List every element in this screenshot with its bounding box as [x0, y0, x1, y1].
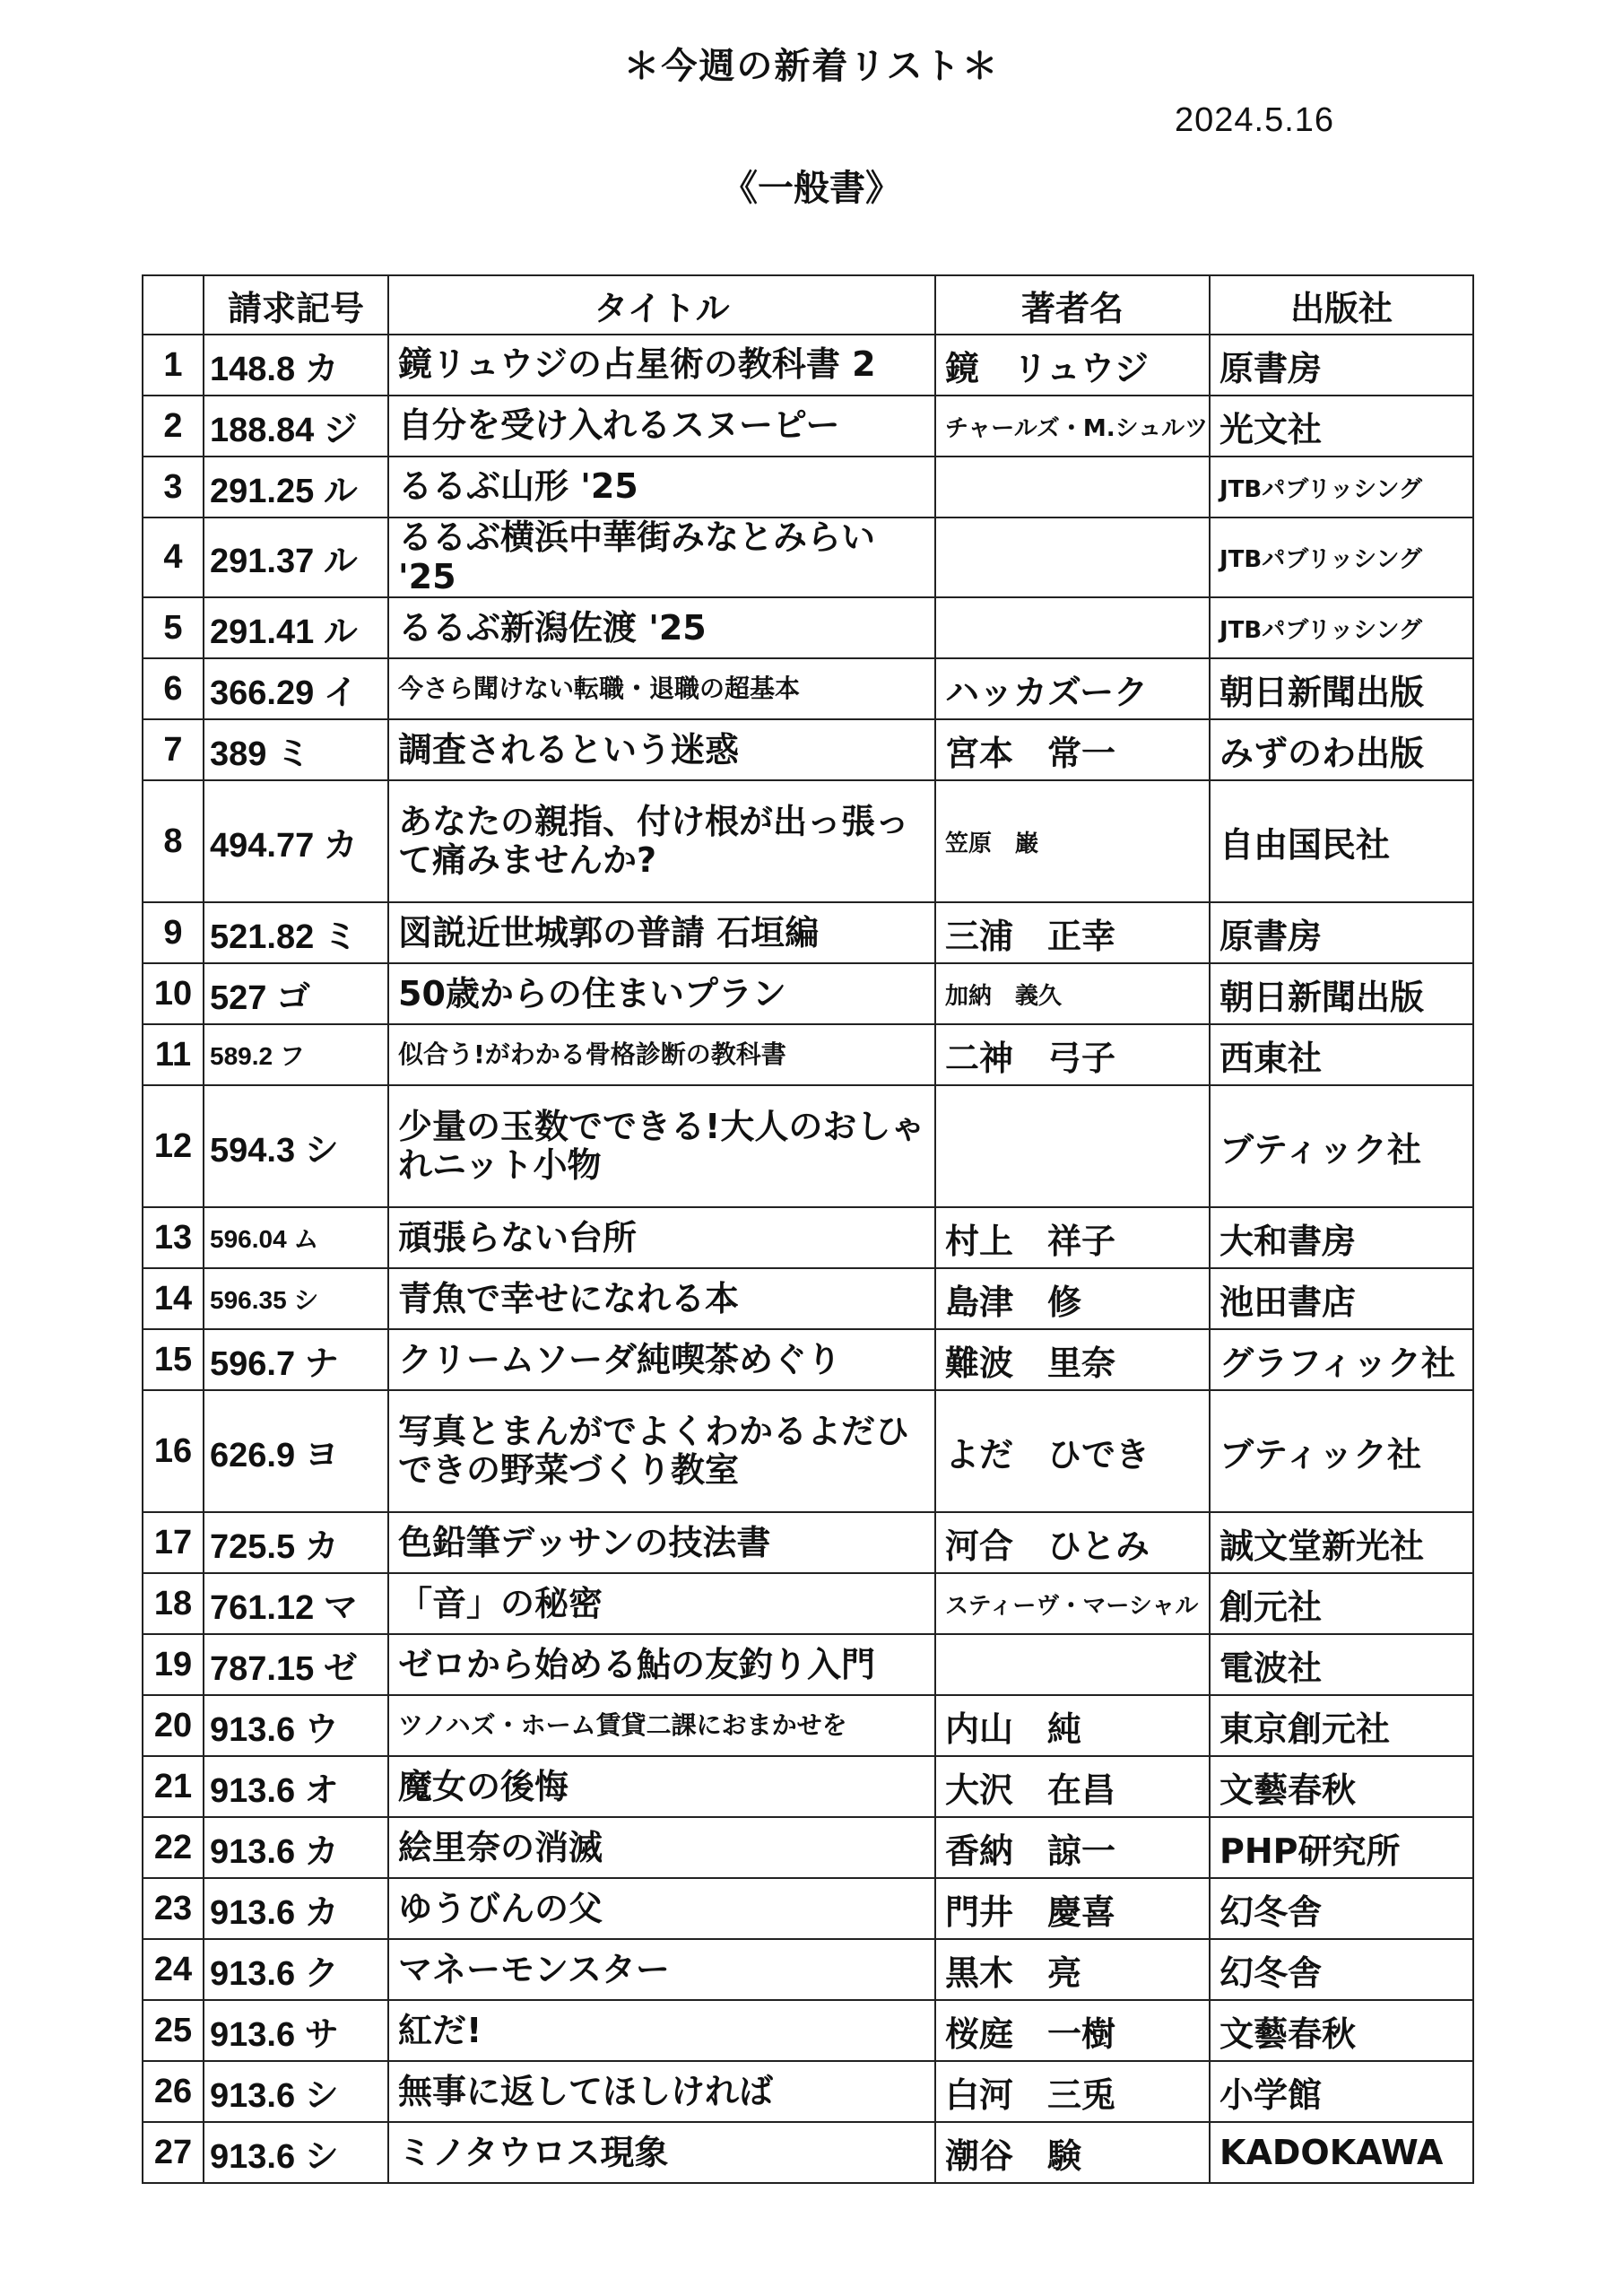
title-cell: ミノタウロス現象 — [388, 2122, 935, 2183]
call-number-cell: 366.29 イ — [204, 658, 388, 719]
call-number-cell: 594.3 シ — [204, 1085, 388, 1207]
section-heading: 《一般書》 — [722, 168, 901, 209]
table-row — [143, 1329, 1473, 1390]
row-number: 5 — [143, 597, 204, 658]
table-row — [143, 1085, 1473, 1207]
title-cell: 青魚で幸せになれる本 — [388, 1268, 935, 1329]
row-number: 18 — [143, 1573, 204, 1634]
table-row — [143, 517, 1473, 597]
call-number-cell: 725.5 カ — [204, 1512, 388, 1573]
column-header-title: タイトル — [388, 275, 935, 335]
call-number-cell: 291.41 ル — [204, 597, 388, 658]
call-number-cell: 527 ゴ — [204, 963, 388, 1024]
table-row — [143, 658, 1473, 719]
publisher-cell: 誠文堂新光社 — [1210, 1512, 1473, 1573]
table-row — [143, 2122, 1473, 2183]
author-cell: 三浦 正幸 — [935, 902, 1210, 963]
table-row — [143, 963, 1473, 1024]
row-number: 15 — [143, 1329, 204, 1390]
row-number: 7 — [143, 719, 204, 780]
row-number: 11 — [143, 1024, 204, 1085]
publisher-cell: 文藝春秋 — [1210, 2000, 1473, 2061]
author-cell: 門井 慶喜 — [935, 1878, 1210, 1939]
title-cell: 「音」の秘密 — [388, 1573, 935, 1634]
publisher-cell: 文藝春秋 — [1210, 1756, 1473, 1817]
author-cell: 二神 弓子 — [935, 1024, 1210, 1085]
publisher-cell: 幻冬舎 — [1210, 1939, 1473, 2000]
call-number-cell: 596.7 ナ — [204, 1329, 388, 1390]
publisher-cell: 西東社 — [1210, 1024, 1473, 1085]
column-header-call-number: 請求記号 — [204, 275, 388, 335]
publisher-cell: 自由国民社 — [1210, 780, 1473, 902]
call-number-cell: 913.6 オ — [204, 1756, 388, 1817]
author-cell — [935, 1634, 1210, 1695]
title-cell: 無事に返してほしければ — [388, 2061, 935, 2122]
title-cell: 絵里奈の消滅 — [388, 1817, 935, 1878]
call-number-cell: 761.12 マ — [204, 1573, 388, 1634]
publisher-cell: 東京創元社 — [1210, 1695, 1473, 1756]
call-number-cell: 389 ミ — [204, 719, 388, 780]
publisher-cell: JTBパブリッシング — [1210, 517, 1473, 597]
title-cell: るるぶ横浜中華街みなとみらい '25 — [388, 517, 935, 597]
author-cell: 難波 里奈 — [935, 1329, 1210, 1390]
table-row — [143, 1390, 1473, 1512]
publisher-cell: 創元社 — [1210, 1573, 1473, 1634]
title-cell: 図説近世城郭の普請 石垣編 — [388, 902, 935, 963]
row-number: 1 — [143, 335, 204, 396]
table-row — [143, 2061, 1473, 2122]
publisher-cell: KADOKAWA — [1210, 2122, 1473, 2183]
title-cell: 調査されるという迷惑 — [388, 719, 935, 780]
publisher-cell: 朝日新聞出版 — [1210, 658, 1473, 719]
table-row — [143, 1756, 1473, 1817]
table-row — [143, 719, 1473, 780]
call-number-cell: 596.04 ム — [204, 1207, 388, 1268]
row-number: 12 — [143, 1085, 204, 1207]
row-number: 26 — [143, 2061, 204, 2122]
author-cell: 白河 三兎 — [935, 2061, 1210, 2122]
publisher-cell: JTBパブリッシング — [1210, 597, 1473, 658]
title-cell: 似合う!がわかる骨格診断の教科書 — [388, 1024, 935, 1085]
column-header-number — [143, 275, 204, 335]
publisher-cell: 朝日新聞出版 — [1210, 963, 1473, 1024]
title-cell: 少量の玉数でできる!大人のおしゃれニット小物 — [388, 1085, 935, 1207]
author-cell: 大沢 在昌 — [935, 1756, 1210, 1817]
publisher-cell: 電波社 — [1210, 1634, 1473, 1695]
row-number: 9 — [143, 902, 204, 963]
row-number: 22 — [143, 1817, 204, 1878]
call-number-cell: 494.77 カ — [204, 780, 388, 902]
table-row — [143, 1024, 1473, 1085]
row-number: 6 — [143, 658, 204, 719]
call-number-cell: 913.6 シ — [204, 2061, 388, 2122]
publisher-cell: 小学館 — [1210, 2061, 1473, 2122]
call-number-cell: 589.2 フ — [204, 1024, 388, 1085]
row-number: 8 — [143, 780, 204, 902]
title-cell: 頑張らない台所 — [388, 1207, 935, 1268]
row-number: 3 — [143, 457, 204, 517]
call-number-cell: 913.6 カ — [204, 1817, 388, 1878]
author-cell: 河合 ひとみ — [935, 1512, 1210, 1573]
publisher-cell: ブティック社 — [1210, 1390, 1473, 1512]
publisher-cell: 原書房 — [1210, 902, 1473, 963]
table-row — [143, 1817, 1473, 1878]
row-number: 14 — [143, 1268, 204, 1329]
publisher-cell: 原書房 — [1210, 335, 1473, 396]
author-cell: ハッカズーク — [935, 658, 1210, 719]
author-cell: 加納 義久 — [935, 963, 1210, 1024]
table-row — [143, 1634, 1473, 1695]
author-cell — [935, 1085, 1210, 1207]
column-header-author: 著者名 — [935, 275, 1210, 335]
table-row — [143, 396, 1473, 457]
call-number-cell: 188.84 ジ — [204, 396, 388, 457]
author-cell: よだ ひでき — [935, 1390, 1210, 1512]
title-cell: るるぶ新潟佐渡 '25 — [388, 597, 935, 658]
author-cell: チャールズ・M.シュルツ — [935, 396, 1210, 457]
call-number-cell: 521.82 ミ — [204, 902, 388, 963]
row-number: 19 — [143, 1634, 204, 1695]
publisher-cell: ブティック社 — [1210, 1085, 1473, 1207]
call-number-cell: 626.9 ヨ — [204, 1390, 388, 1512]
table-row — [143, 1207, 1473, 1268]
list-date: 2024.5.16 — [1175, 101, 1335, 139]
table-row — [143, 1878, 1473, 1939]
publisher-cell: 池田書店 — [1210, 1268, 1473, 1329]
author-cell: 村上 祥子 — [935, 1207, 1210, 1268]
publisher-cell: みずのわ出版 — [1210, 719, 1473, 780]
table-row — [143, 1268, 1473, 1329]
publisher-cell: 幻冬舎 — [1210, 1878, 1473, 1939]
title-cell: 紅だ! — [388, 2000, 935, 2061]
author-cell: 香納 諒一 — [935, 1817, 1210, 1878]
page-title: ＊今週の新着リスト＊ — [623, 46, 1000, 87]
row-number: 20 — [143, 1695, 204, 1756]
row-number: 4 — [143, 517, 204, 597]
title-cell: あなたの親指、付け根が出っ張って痛みませんか? — [388, 780, 935, 902]
title-cell: るるぶ山形 '25 — [388, 457, 935, 517]
publisher-cell: JTBパブリッシング — [1210, 457, 1473, 517]
author-cell — [935, 597, 1210, 658]
call-number-cell: 913.6 ウ — [204, 1695, 388, 1756]
call-number-cell: 913.6 カ — [204, 1878, 388, 1939]
table-row — [143, 1512, 1473, 1573]
call-number-cell: 913.6 シ — [204, 2122, 388, 2183]
table-row — [143, 597, 1473, 658]
row-number: 16 — [143, 1390, 204, 1512]
title-cell: ゼロから始める鮎の友釣り入門 — [388, 1634, 935, 1695]
title-cell: ツノハズ・ホーム賃貸二課におまかせを — [388, 1695, 935, 1756]
author-cell: 宮本 常一 — [935, 719, 1210, 780]
title-cell: 鏡リュウジの占星術の教科書 2 — [388, 335, 935, 396]
author-cell — [935, 517, 1210, 597]
author-cell: 鏡 リュウジ — [935, 335, 1210, 396]
table-row — [143, 2000, 1473, 2061]
call-number-cell: 291.25 ル — [204, 457, 388, 517]
table-header-row — [143, 275, 1473, 335]
author-cell: 黒木 亮 — [935, 1939, 1210, 2000]
title-cell: 魔女の後悔 — [388, 1756, 935, 1817]
publisher-cell: 光文社 — [1210, 396, 1473, 457]
title-cell: クリームソーダ純喫茶めぐり — [388, 1329, 935, 1390]
author-cell — [935, 457, 1210, 517]
publisher-cell: グラフィック社 — [1210, 1329, 1473, 1390]
table-body — [143, 335, 1473, 2183]
table-row — [143, 1695, 1473, 1756]
author-cell: スティーヴ・マーシャル — [935, 1573, 1210, 1634]
call-number-cell: 596.35 シ — [204, 1268, 388, 1329]
title-cell: ゆうびんの父 — [388, 1878, 935, 1939]
row-number: 2 — [143, 396, 204, 457]
author-cell: 潮谷 験 — [935, 2122, 1210, 2183]
row-number: 27 — [143, 2122, 204, 2183]
row-number: 17 — [143, 1512, 204, 1573]
title-cell: 自分を受け入れるスヌーピー — [388, 396, 935, 457]
title-cell: 今さら聞けない転職・退職の超基本 — [388, 658, 935, 719]
row-number: 24 — [143, 1939, 204, 2000]
publisher-cell: PHP研究所 — [1210, 1817, 1473, 1878]
author-cell: 島津 修 — [935, 1268, 1210, 1329]
row-number: 10 — [143, 963, 204, 1024]
row-number: 25 — [143, 2000, 204, 2061]
table-row — [143, 335, 1473, 396]
table-row — [143, 902, 1473, 963]
row-number: 21 — [143, 1756, 204, 1817]
call-number-cell: 787.15 ゼ — [204, 1634, 388, 1695]
table-row — [143, 1573, 1473, 1634]
title-cell: 写真とまんがでよくわかるよだひできの野菜づくり教室 — [388, 1390, 935, 1512]
column-header-publisher: 出版社 — [1210, 275, 1473, 335]
author-cell: 桜庭 一樹 — [935, 2000, 1210, 2061]
call-number-cell: 148.8 カ — [204, 335, 388, 396]
call-number-cell: 291.37 ル — [204, 517, 388, 597]
title-cell: マネーモンスター — [388, 1939, 935, 2000]
table-row — [143, 457, 1473, 517]
title-cell: 色鉛筆デッサンの技法書 — [388, 1512, 935, 1573]
row-number: 13 — [143, 1207, 204, 1268]
publisher-cell: 大和書房 — [1210, 1207, 1473, 1268]
author-cell: 内山 純 — [935, 1695, 1210, 1756]
new-arrivals-table — [142, 274, 1474, 2184]
author-cell: 笠原 巌 — [935, 780, 1210, 902]
table-row — [143, 1939, 1473, 2000]
call-number-cell: 913.6 サ — [204, 2000, 388, 2061]
row-number: 23 — [143, 1878, 204, 1939]
title-cell: 50歳からの住まいプラン — [388, 963, 935, 1024]
call-number-cell: 913.6 ク — [204, 1939, 388, 2000]
table-row — [143, 780, 1473, 902]
